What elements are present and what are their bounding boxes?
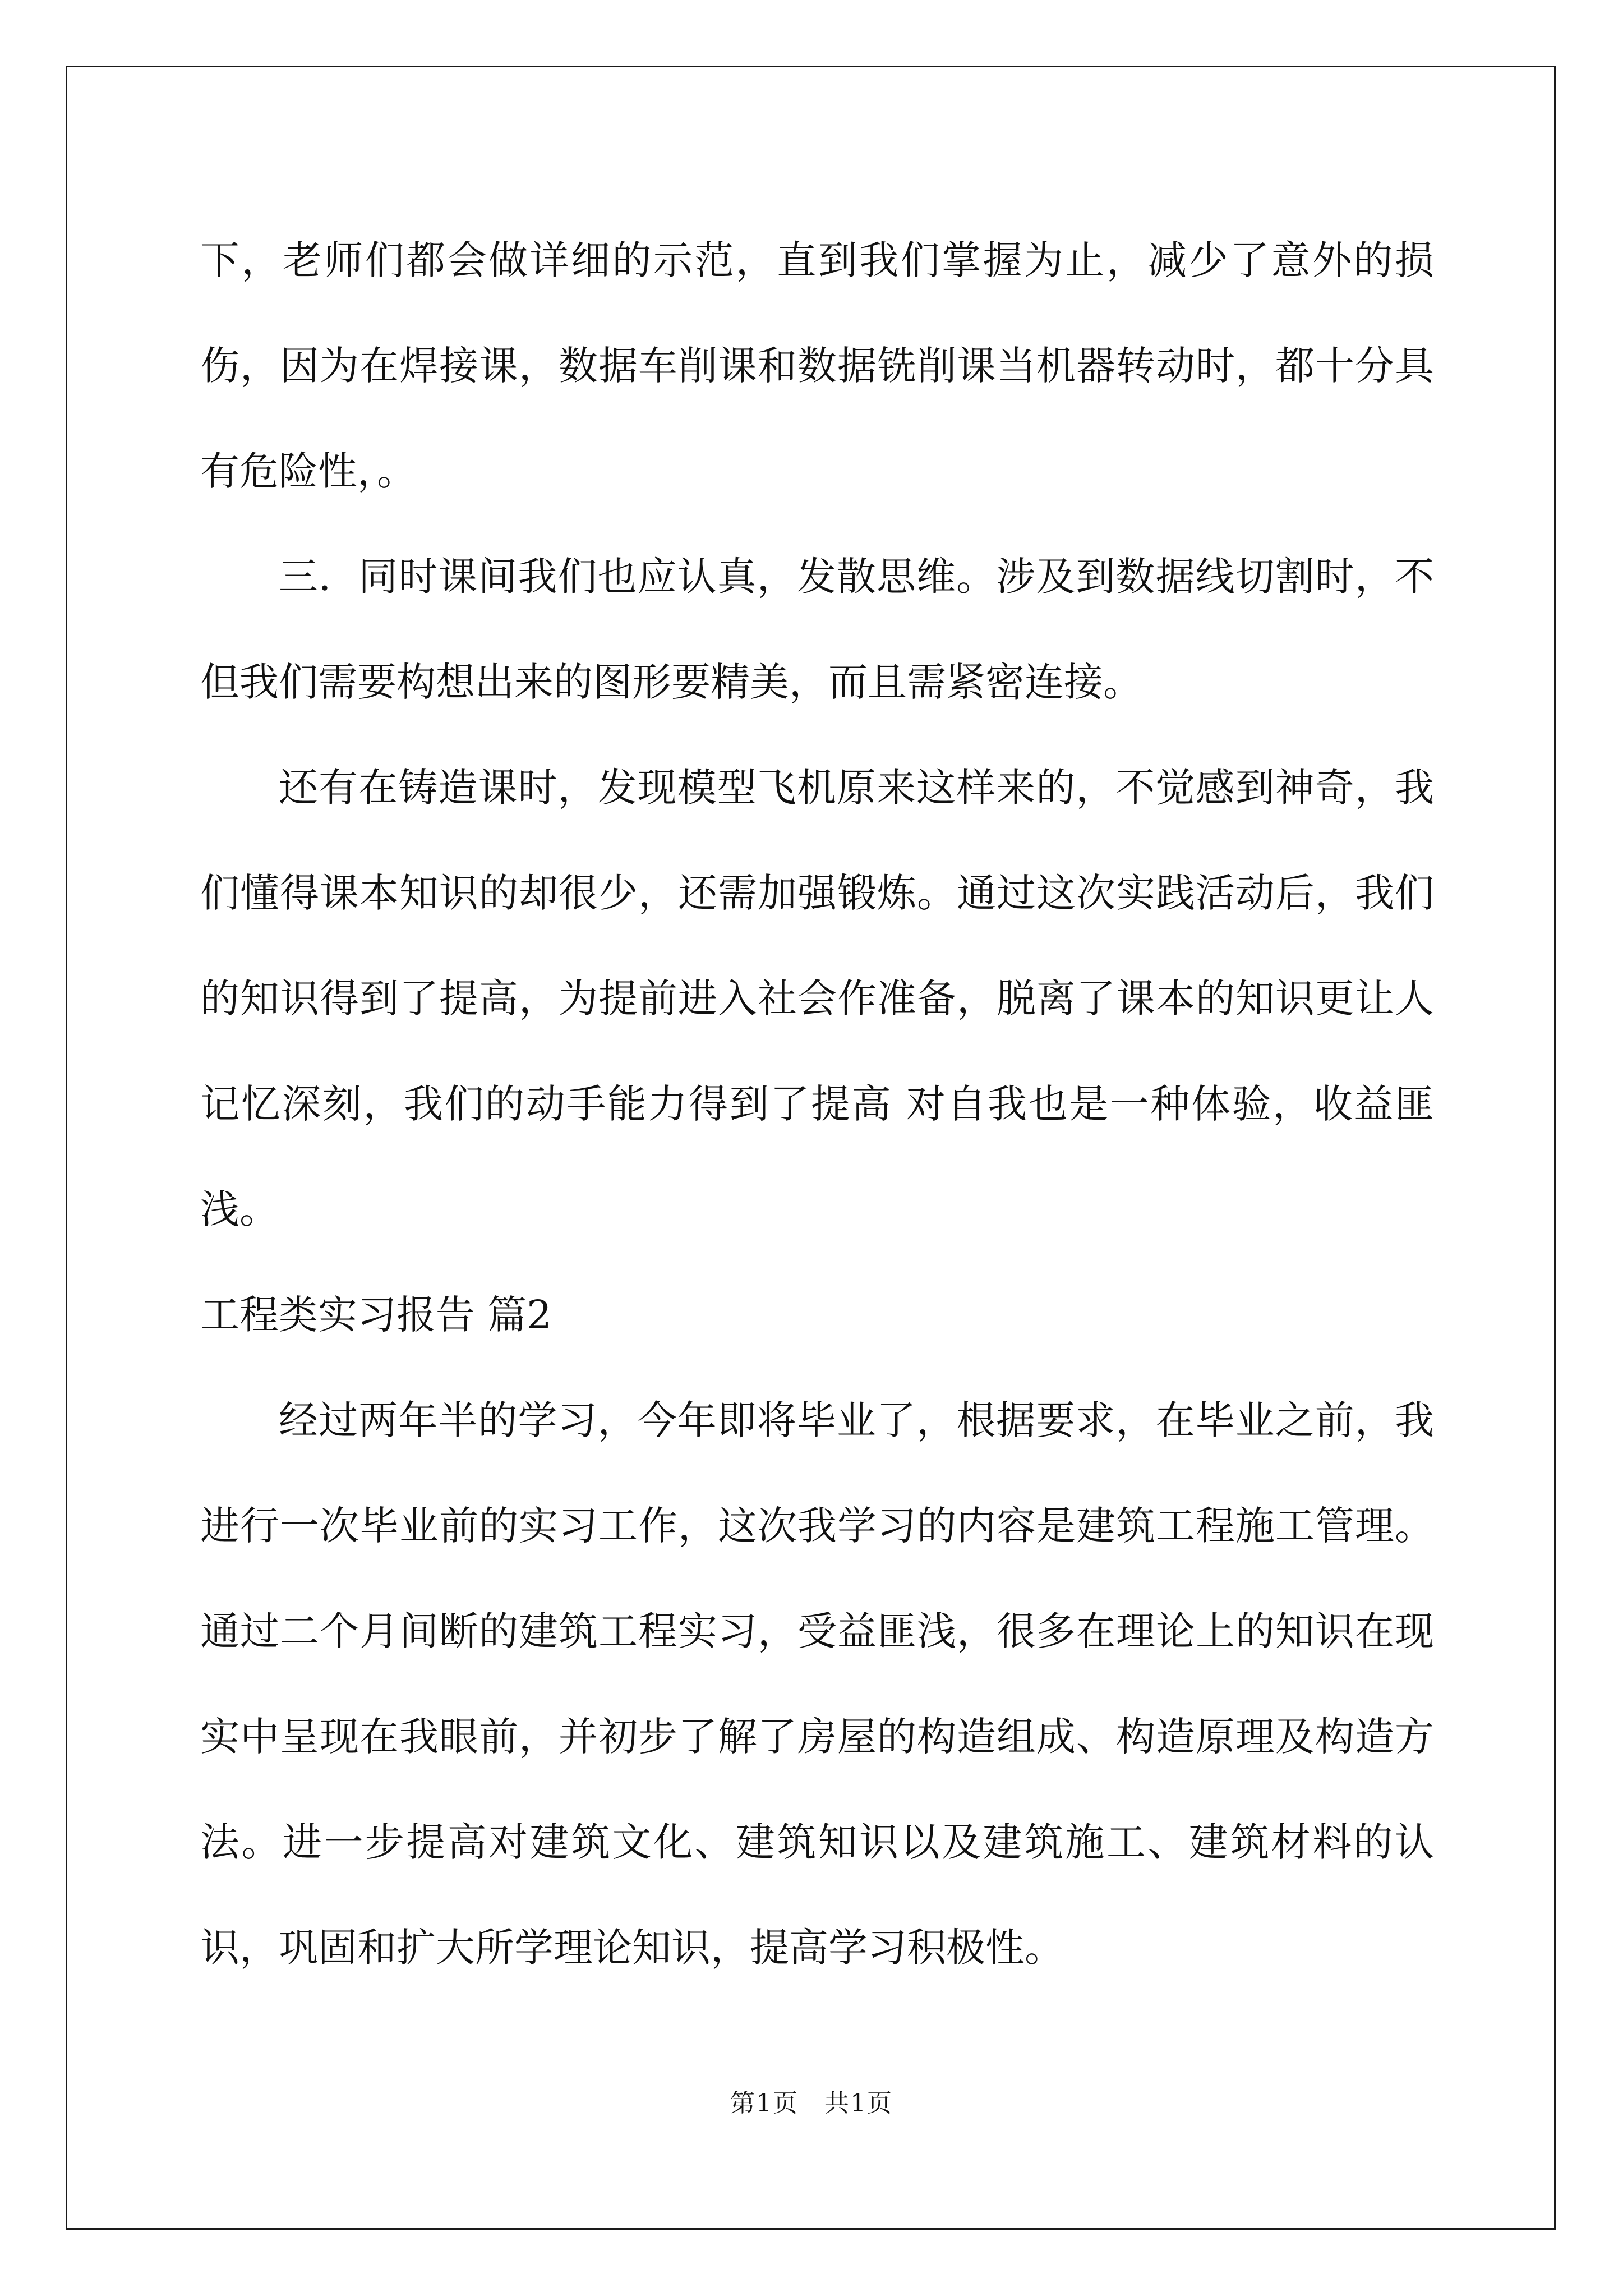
section-heading: 工程类实习报告 篇2 xyxy=(200,1292,552,1338)
paragraph: 下，老师们都会做详细的示范，直到我们掌握为止，减少了意外的损伤，因为在焊接课，数据车削课和数据铣削课当机器转动时，都十分具有危险性，。 xyxy=(200,237,1434,494)
paragraph: 三．同时课间我们也应认真，发散思维。涉及到数据线切割时，不但我们需要构想出来的图形要精美，而且需紧密连接。 xyxy=(200,554,1434,705)
paragraph: 还有在铸造课时，发现模型飞机原来这样来的，不觉感到神奇，我们懂得课本知识的却很少，还需加强锻炼。通过这次实践活动后，我们的知识得到了提高，为提前进入社会作准备，脱离了课本的知识更让人记忆深刻，我们的动手能力得到了提高 对自我也是一种体验，收益匪浅。 xyxy=(200,765,1434,1232)
paragraph: 经过两年半的学习，今年即将毕业了，根据要求，在毕业之前，我进行一次毕业前的实习工作，这次我学习的内容是建筑工程施工管理。通过二个月间断的建筑工程实习，受益匪浅，很多在理论上的知识在现实中呈现在我眼前，并初步了解了房屋的构造组成、构造原理及构造方法。进一步提高对建筑文化、建筑知识以及建筑施工、建筑材料的认识，巩固和扩大所学理论知识，提高学习积极性。 xyxy=(200,1397,1434,1971)
page-footer: 第1页 共1页 xyxy=(730,2089,893,2118)
document-body xyxy=(200,208,1434,2000)
